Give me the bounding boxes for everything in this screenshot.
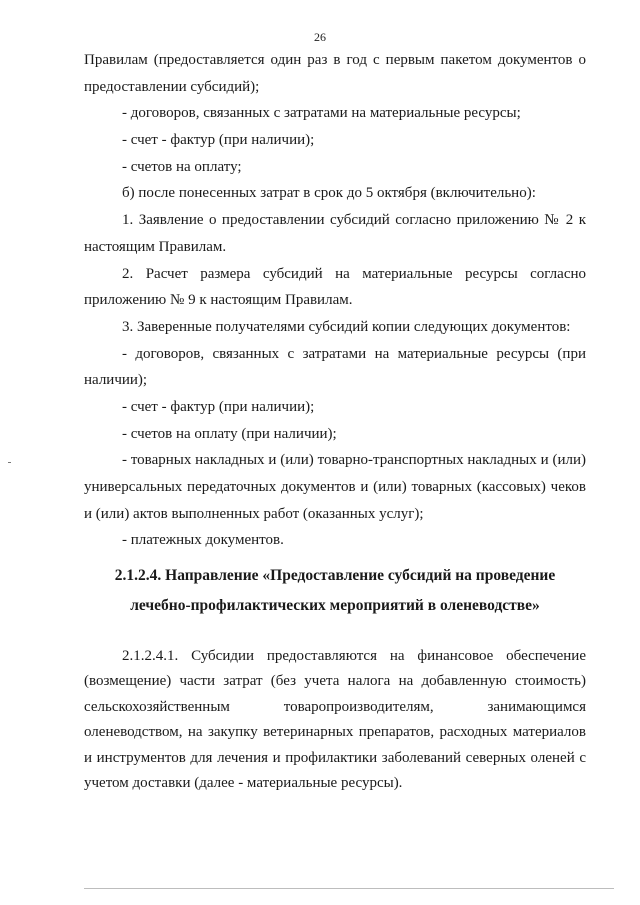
text-line: учетом доставки (далее - материальные ресурсы).	[84, 774, 403, 791]
text-line: (возмещение) части затрат (без учета налога на добавленную стоимость)	[84, 673, 586, 690]
text-line: б) после понесенных затрат в срок до 5 октября (включительно):	[122, 185, 536, 202]
page-bottom-rule	[84, 888, 614, 889]
text-line: - счетов на оплату (при наличии);	[122, 425, 337, 442]
text-line: Правилам (предоставляется один раз в год с первым пакетом документов о	[84, 52, 586, 68]
text-line: и инструментов для лечения и профилактики заболеваний северных оленей с	[84, 749, 586, 766]
text-line: наличии);	[84, 372, 148, 389]
text-line: настоящим Правилам.	[84, 238, 227, 255]
text-line: - договоров, связанных с затратами на материальные ресурсы;	[122, 105, 521, 122]
scan-artifact-mark	[8, 462, 11, 463]
text-line: 1. Заявление о предоставлении субсидий согласно приложению № 2 к	[122, 212, 586, 229]
section-body	[84, 644, 586, 796]
text-line: - товарных накладных и (или) товарно-транспортных накладных и (или)	[122, 452, 586, 469]
text-line: - счет - фактур (при наличии);	[122, 132, 315, 149]
page-number: 26	[314, 30, 326, 44]
text-line: сельскохозяйственным товаропроизводителям, занимающимся	[84, 698, 586, 715]
text-line: приложению № 9 к настоящим Правилам.	[84, 292, 353, 309]
text-line: 3. Заверенные получателями субсидий копии следующих документов:	[122, 318, 571, 335]
section-heading-line-2: лечебно-профилактических мероприятий в оленеводстве»	[130, 597, 540, 614]
text-line: универсальных передаточных документов и (или) товарных (кассовых) чеков	[84, 479, 586, 495]
text-line: - счетов на оплату;	[122, 158, 242, 175]
text-line: - платежных документов.	[122, 532, 284, 549]
text-line: - счет - фактур (при наличии);	[122, 398, 315, 415]
text-line: 2.1.2.4.1. Субсидии предоставляются на финансовое обеспечение	[122, 648, 586, 664]
text-line: оленеводством, на закупку ветеринарных препаратов, расходных материалов	[84, 724, 586, 741]
text-line: предоставлении субсидий);	[84, 78, 260, 95]
text-line: и (или) актов выполненных работ (оказанных услуг);	[84, 505, 424, 522]
text-line: - договоров, связанных с затратами на материальные ресурсы (при	[122, 345, 586, 362]
section-heading-line-1: 2.1.2.4. Направление «Предоставление субсидий на проведение	[114, 567, 556, 584]
text-line: 2. Расчет размера субсидий на материальные ресурсы согласно	[122, 265, 586, 282]
document-body	[84, 47, 586, 554]
